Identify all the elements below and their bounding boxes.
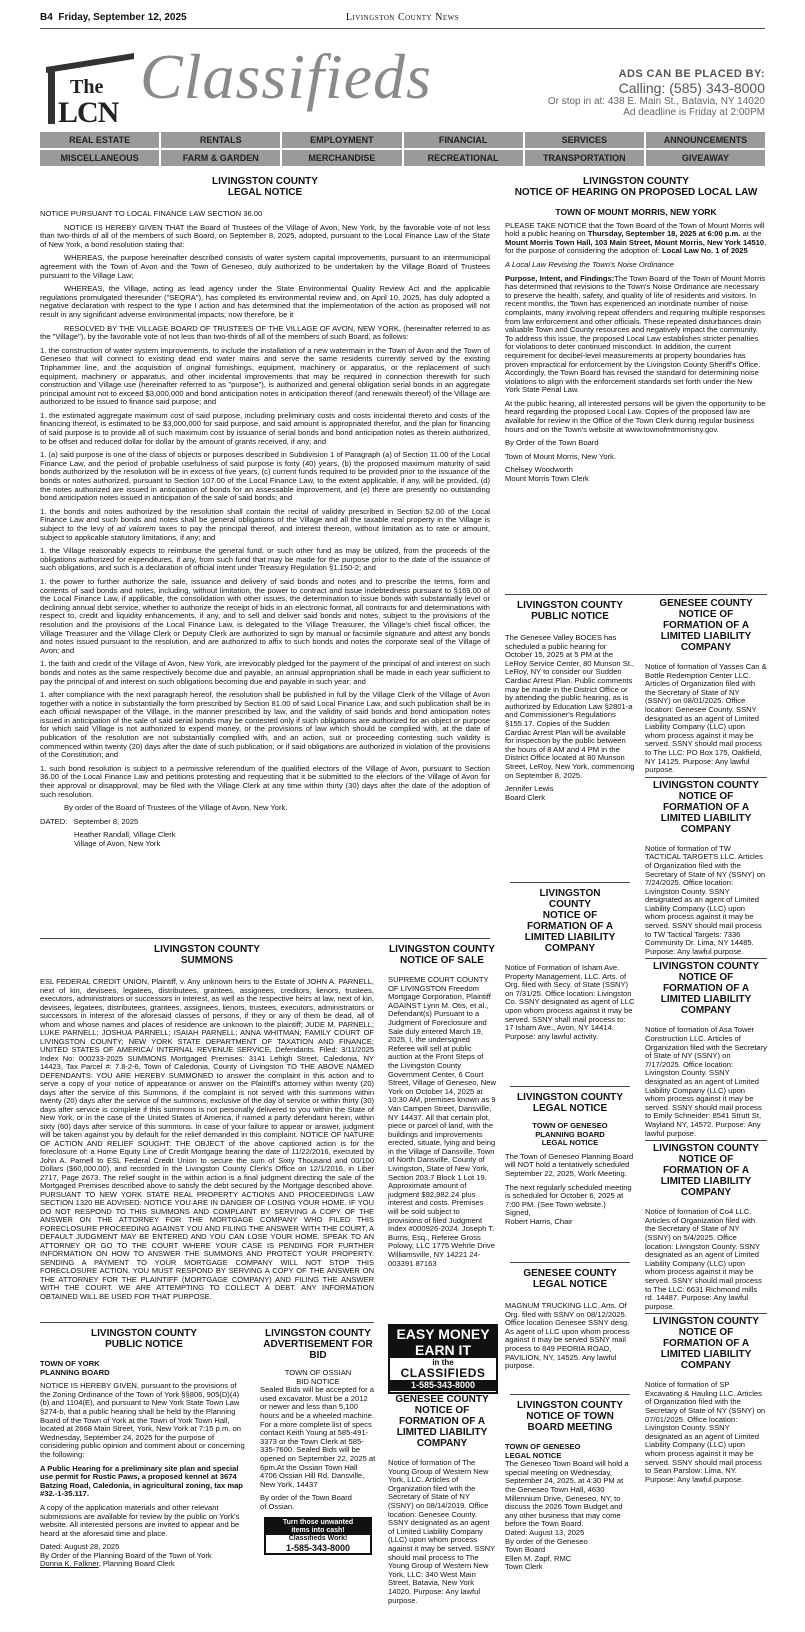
llc-notice-co4: LIVINGSTON COUNTY NOTICE OF FORMATION OF A LIMITED LIABILITY COMPANY Notice of formation of Co4 LLC. Articles of Organization filed with the Secretary of State of NY (SSNY) on 5/4/2025. Office location: Livingston County. SSNY designated as an agent of Limited Liability Company (LLC) upon whom process against it may be served. SSNY should mail process to The LLC: 6631 Richmond mills rd. 14487. Purpose: Any lawful purpose.	[645, 1143, 762, 1311]
masthead	[40, 34, 765, 134]
folio-page-date: B4 Friday, September 12, 2025	[40, 12, 187, 23]
public-notice-boces: LIVINGSTON COUNTY PUBLIC NOTICE The Genesee Valley BOCES has scheduled a public hearing for October 15, 2025 at 5 PM at the LeRoy Service Center, 80 Munson St., LeRoy, NY to consider our Sudden Cardiac Arrest Plan. Public comments may be made in the District Office or by attending the public hearing, as is authorized by Education Law §2801-a and Commissioner's Regulations §155.17. Copies of the Sudden Cardiac Arrest Plan will be available for inspection by the public between the hours of 8 AM and 4 PM in the District Office located at 80 Munson Street, LeRoy, New York, commencing on September 8, 2025. Jennifer Lewis Board Clerk	[505, 600, 635, 802]
nav-miscellaneous[interactable]: MISCELLANEOUS	[40, 150, 159, 166]
nav-financial[interactable]: FINANCIAL	[404, 132, 523, 148]
lcn-logo	[46, 60, 136, 129]
llc-notice-asa-tower: LIVINGSTON COUNTY NOTICE OF FORMATION OF A LIMITED LIABILITY COMPANY Notice of formation of Asa Tower Construction LLC. Articles of Organization filed with the Secretary of State of NY (SSNY) on 7/17/2025. Office location: Livingston County. SSNY designated as an agent of Limited Liability Company (LLC) upon whom process against it may be served. SSNY should mail process to Emily Schneider: 8541 Strutt St, Wayland NY, 14572. Purpose: Any lawful purpose.	[645, 961, 767, 1138]
llc-notice-tw-tactical: LIVINGSTON COUNTY NOTICE OF FORMATION OF A LIMITED LIABILITY COMPANY Notice of formation of TW TACTICAL TARGETS LLC. Articles of Organization filed with the Secretary of State of NY (SSNY) on 7/24/2025. Office location: Livingston County. SSNY designated as an agent of Limited Liability Company (LLC) upon whom process against it may be served. SSNY should mail process to TW Tactical Targets: 7336 Community Dr. Lima, NY 14485. Purpose: Any lawful purpose.	[645, 779, 766, 956]
logo-lcn: LCN	[58, 96, 119, 129]
category-nav-row-1	[40, 132, 765, 148]
section-divider	[645, 777, 767, 778]
ads-stop-in: Or stop in at: 438 E. Main St., Batavia, NY 14020	[547, 96, 765, 107]
section-divider	[510, 882, 630, 883]
notice-body: NOTICE PURSUANT TO LOCAL FINANCE LAW SECTION 36.00 NOTICE IS HEREBY GIVEN THAT the Board of Trustees of the Village of Avon, New York, by the favorable vote of not less than two-thirds of all of the members of such Board, on September 8, 2025, adopted, pursuant to the Local Finance Law of the State of New York, a bond resolution stating that: WHEREAS, the purpose hereinafter described consists of water system capital improvements, pursuant to an intermunicipal agreement with the Town of Avon and the Town of Geneseo, duly authorized to be undertaken by the Village Board of Trustees pursuant to the Village Law; WHEREAS, the Village, acting as lead agency under the State Environmental Quality Review Act and the applicable regulations promulgated thereunder ("SEQRA"), has completed its environmental review and, on April 10, 2025, has duly adopted a negative declaration with respect to the type I action and has determined that the implementation of the action as proposed will not result in any significant adverse environmental impacts; now therefore, be it RESOLVED BY THE VILLAGE BOARD OF TRUSTEES OF THE VILLAGE OF AVON, NEW YORK, (hereinafter referred to as the "Village"), by the favorable vote of not less than two-thirds of all of the members of such Board, as follows: 1. the construction of water system improvements, to include the installation of a new watermain in the Town of Avon and the Town of Geneseo that will connect to existing dead end water mains and serve the same residents currently served by the existing Triphammer line, and the acquisition of original furnishings, equipment, machinery or apparatus, or the replacement of such equipment, machinery or apparatus, and other incidental improvements that may be required in connection therewith for such construction and Village use (hereinafter referred to as "purpose"), is authorized and general obligation serial bonds in an aggregate principal amount not to exceed $3,000,000 and bond anticipation notes in anticipation thereof (and renewals thereof) of the Village are authorized to be issued to finance said purpose; and 1. the estimated aggregate maximum cost of said purpose, including preliminary costs and costs incidental thereto and costs of the financing thereof, is estimated to be $3,000,000 for said purpose, and said amount is appropriated therefor, and the plan for financing of said purpose is to provide all of such maximum cost by issuance of serial bonds and bond anticipation notes as therein authorized, to be offset and reduced dollar for dollar by the amount of grants received, if any; and 1. (a) said purpose is one of the class of objects or purposes described in Subdivision 1 of Paragraph (a) of Section 11.00 of the Local Finance Law, and the period of probable usefulness of said purpose is forty (40) years, (b) the proposed maximum maturity of said bonds authorized by the resolution will be in excess of five years, (c) current funds required to be provided prior to the issuance of the bonds or notes authorized, pursuant to Section 107.00 of the Local Finance Law, to the extent applicable, if any, will be provided, (d) the notes authorized are issued in anticipation of bonds for an assessable improvement, and (e) there are presently no outstanding bond anticipation notes issued in anticipation of the sale of said bonds; and 1. the bonds and notes authorized by the resolution shall contain the recital of validity prescribed in Section 52.00 of the Local Finance Law and such bonds and notes shall be general obligations of the Village and all the taxable real property in the Village is subject to the levy of ad valorem taxes to pay the principal thereof, and interest thereon, without limitation as to rate or amount, subject to applicable statutory limitations, if any; and 1. the Village reasonably expects to reimburse the general fund, or such other fund as may be utilized, from the proceeds of the obligations authorized for expenditures, if any, from such fund that may be made for the purpose prior to the date of the issuance of such obligations, and such is a declaration of official intent under Treasury Regulation §1.150-2; and 1. the power to further authorize the sale, issuance and delivery of said bonds and notes and to prescribe the terms, form and contents of said bonds and notes, including, without limitation, the power to contract and issue indebtedness pursuant to §169.00 of the Local Finance Law, if applicable, the consolidation with other issues, the determination to issue bonds with substantially level or declining annual debt service, whether to authorize the receipt of bids in an electronic format, all contracts for and determinations with respect to, credit and liquidity enhancements, if any, and to sell and deliver said bonds and notes, subject to the provisions of the resolution and the provisions of the Local Finance Law, is delegated to the Village Treasurer, the Village's chief fiscal officer, the Village Treasurer and the Village Clerk or Deputy Clerk are authorized to sign by manual or facsimile signature and attest any bonds and notes issued pursuant to the resolution, and are authorized to affix to such bonds and notes the corporate seal of the Village of Avon; and 1. the faith and credit of the Village of Avon, New York, are irrevocably pledged for the payment of the principal of and interest on such bonds and notes as the same respectively become due and payable, an annual appropriation shall be made in each year sufficient to pay the principal of and interest on such obligations becoming due and payable in such year; and 1. after compliance with the next paragraph hereof, the resolution shall be published in full by the Village Clerk of the Village of Avon together with a notice in substantially the form prescribed by Section 81.00 of said Local Finance Law, and such publication shall be in each official newspaper of the Village, in the manner prescribed by law, and the validity of said bonds and bond anticipation notes issued in anticipation of the sale of said serial bonds may be contested only if such obligations are authorized for an object or purpose for which said Village is not authorized to expend money, or the provisions of law which should be complied with, at the date of publication of the resolution are not substantially complied with, and an action, suit or proceeding contesting such validity is commenced within twenty (20) days after the date of such publication; or if said obligations are authorized in violation of the provisions of the Constitution; and 1. such bond resolution is subject to a permissive referendum of the qualified electors of the Village of Avon, pursuant to Section 36.00 of the Local Finance Law and petitions protesting and requesting that it be submitted to the electors of the Village of Avon for their approval or disapproval, may be filed with the Village Clerk at any time within thirty (30) days after the date of the adoption of such resolution. By order of the Board of Trustees of the Village of Avon, New York. DATED: September 8, 2025 Heather Randall, Village Clerk Village of Avon, New York	[40, 209, 490, 848]
nav-giveaway[interactable]: GIVEAWAY	[646, 150, 765, 166]
summons-notice: LIVINGSTON COUNTY SUMMONS ESL FEDERAL CREDIT UNION, Plaintiff, v. Any unknown heirs to the Estate of JOHN A. PARNELL, next of kin, devisees, legatees, distributees, grantees, assignees, creditors, lienors, trustees, executors, administrators or successors in interest, as well as the respective heirs at law, next of kin, devisees, legatees, distributees, grantees, assignees, lienors, trustees, executors, administrators or successors in interest of the aforesaid classes of persons, if they or any of them be dead, all of whom and whose names and places of residence are unknown to the plaintiff; JUDE M. PARNELL; LUKE PARNELL; JOSHUA PARNELL; ISAIAH PARNELL; ANNA WHITMAN; FAMILY COURT OF LIVINGSTON COUNTY; NEW YORK STATE DEPARTMENT OF TAXATION AND FINANCE; UNITED STATES OF AMERICA/ INTERNAL REVENUE SERVICE, Defendants. Filed: 3/11/2025 Index No: 000233-2025 SUMMONS Mortgaged Premises: 3141 Lehigh Street, Caledonia, NY 14423, Tax Parcel #: 7.8-2-6, Town of Caledonia, County of Livingston TO THE ABOVE NAMED DEFENDANTS: YOU ARE HEREBY SUMMONED to answer the complaint in this action and to serve a copy of your notice of appearance or answer on the Plaintiff's attorney within twenty (20) days after the service of this Summons, if the complaint is not served with this summons within twenty (20) days after the service of the summons, exclusive of the day of service or within thirty (30) days after service is complete if this summons is not personally delivered to you within the State of New York, or in the case of the United States of America, if named a party defendant herein, within sixty (60) days after service of this summons. In case of your failure to appear or answer, judgment will be taken against you by default for the relief demanded in this complaint. NOTICE OF NATURE OF ACTION AND RELIEF SOUGHT: THE OBJECT of the above captioned action is for the foreclosure of: a Home Equity Line of Credit Mortgage bearing the date of 11/22/2016, executed by John A. Parnell to ESL Federal Credit Union to secure the sum of Sixty Thousand and 00/100 Dollars ($60,000.00), and recorded in the Livingston County Clerk's Office on 12/1/2016, in Liber 2717, Page 2673. The relief sought in the within action is a final judgment directing the sale of the Mortgaged Premises described above to satisfy the debt secured by the Mortgage described above. PURSUANT TO NEW YORK STATE REAL PROPERTY ACTIONS AND PROCEEDINGS LAW SECTION 1320 BE ADVISED: NOTICE YOU ARE IN DANGER OF LOSING YOUR HOME. IF YOU DO NOT RESPOND TO THIS SUMMONS AND COMPLAINT BY SERVING A COPY OF THE ANSWER ON THE ATTORNEY FOR THE MORTGAGE COMPANY WHO FILED THIS FORECLOSURE PROCEEDING AGAINST YOU AND FILING THE ANSWER WITH THE COURT, A DEFAULT JUDGMENT MAY BE ENTERED AND YOU CAN LOSE YOUR HOME. SPEAK TO AN ATTORNEY OR GO TO THE COURT WHERE YOUR CASE IS PENDING FOR FURTHER INFORMATION ON HOW TO ANSWER THE SUMMONS AND PROTECT YOUR PROPERTY. SENDING A PAYMENT TO YOUR MORTGAGE COMPANY WILL NOT STOP THIS FORECLOSURE ACTION. YOU MUST RESPOND BY SERVING A COPY OF THE ANSWER ON THE ATTORNEY FOR THE PLAINTIFF (MORTGAGE COMPANY) AND FILING THE ANSWER WITH THE COURT. WE ARE ATTEMPTING TO COLLECT A DEBT. ANY INFORMATION OBTAINED WILL BE USED FOR THAT PURPOSE.	[40, 944, 374, 1301]
nav-services[interactable]: SERVICES	[525, 132, 644, 148]
notice-body: TOWN OF MOUNT MORRIS, NEW YORK PLEASE TAKE NOTICE that the Town Board of the Town of Mount Morris will hold a public hearing on Thursday, September 18, 2025 at 6:00 p.m. at the Mount Morris Town Hall, 103 Main Street, Mount Morris, New York 14510, for the purpose of considering the adoption of: Local Law No. 1 of 2025 A Local Law Revising the Town's Noise Ordinance Purpose, Intent, and Findings:The Town Board of the Town of Mount Morris has determined that revisions to the Town's Noise Ordinance are necessary to preserve the health, safety, and quality of life of residents and visitors. In recent months, the Town has experienced an inordinate number of noise complaints, many involving repeat offenders and requiring multiple responses from law enforcement and other officials. These repeated disturbances drain valuable Town and County resources and negatively impact the community. To address this issue, the proposed Local Law establishes stricter penalties for violations to deter continued misconduct. In addition, the current requirement for decibel-level measurements at property boundaries has proven impractical for enforcement by the Livingston County Sheriff's Office. Accordingly, the Town Board has revised the standard for determining noise violations to align with the enforcement standards set forth under the New York State Penal Law. At the public hearing, all interested persons will be given the opportunity to be heard regarding the proposed Local Law. Copies of the proposed law are available for review in the Office of the Town Clerk during regular business hours and on the Town's website at www.townofmtmorrisny.gov. By Order of the Town Board Town of Mount Morris, New York. Chelsey Woodworth Mount Morris Town Clerk	[505, 207, 767, 484]
logo-the: The	[70, 76, 104, 98]
nav-rentals[interactable]: RENTALS	[161, 132, 280, 148]
folio-rule	[40, 28, 765, 29]
ads-deadline: Ad deadline is Friday at 2:00PM	[623, 107, 765, 118]
section-divider	[40, 1322, 374, 1323]
public-notice-york: LIVINGSTON COUNTY PUBLIC NOTICE TOWN OF YORK PLANNING BOARD NOTICE IS HEREBY GIVEN, pursuant to the provisions of the Zoning Ordinance of the Town of York §§806, 905(D)(4)(b) and 1104(E), and pursuant to New York State Town Law §274-b, that a public hearing shall be held by the Planning Board of the Town of York at the Town of York Town Hall, located at 2668 Main Street, York, New York at 7:15 p.m. on Wednesday, September 24, 2025 for the purpose of considering public opinion and comment about or concerning the following: A Public Hearing for a preliminary site plan and special use permit for Rustic Paws, a proposed kennel at 3674 Batzing Road, Caledonia, in agricultural zoning, tax map #32.-1-35.117. A copy of the application materials and other relevant submissions are available for review by the public on York's website. All interested persons are invited to appear and be heard at the aforesaid time and place. Dated: August 28, 2025 By Order of the Planning Board of the Town of York Donna K. Falkner, Planning Board Clerk	[40, 1328, 245, 1569]
section-divider	[645, 1313, 767, 1314]
advertisement-for-bid: LIVINGSTON COUNTY ADVERTISEMENT FOR BID TOWN OF OSSIAN BID NOTICE Sealed Bids will be accepted for a used excavator. Must be a 2012 or newer and less than 5,100 hours and be a wheeled machine. For a more complete list of specs contact Keith Young at 585-491-3373 or the Town Clerk at 585-335-7600. Sealed Bids will be opened on September 22, 2025 at 6pm.At the Ossian Town Hall 4706 Ossian Hill Rd. Dansville, New York, 14437 By order of the Town Board of Ossian. Turn those unwanted items into cash! Classifieds Work! 1-585-343-8000	[260, 1328, 376, 1553]
llc-notice-young-group: GENESEE COUNTY NOTICE OF FORMATION OF A LIMITED LIABILITY COMPANY Notice of formation of The Young Group of Western New York, LLC. Articles of Organization filed with the Secretary of State of NY (SSNY) on 08/14/2019. Office location: Genesee County. SSNY designated as an agent of Limited Liability Company (LLC) upon whom process against it may be served. SSNY should mail process to The Young Group of Western New York, LLC: 340 West Main Street, Batavia, New York 14020. Purpose: Any lawful purpose.	[388, 1394, 496, 1605]
legal-notice-geneseo-planning: LIVINGSTON COUNTY LEGAL NOTICE TOWN OF GENESEO PLANNING BOARD LEGAL NOTICE The Town of Geneseo Planning Board will NOT hold a tentatively scheduled September 22, 2025, Work Meeting. The next regularly scheduled meeting is scheduled for October 6, 2025 at 7:00 PM. (See Town website.) Signed, Robert Harris, Chair	[505, 1092, 634, 1226]
classifieds-work-ad: Turn those unwanted items into cash! Classifieds Work! 1-585-343-8000	[264, 1517, 372, 1555]
notice-heading: LIVINGSTON COUNTY NOTICE OF HEARING ON PROPOSED LOCAL LAW	[514, 176, 758, 198]
ads-info	[548, 68, 765, 118]
section-divider	[40, 938, 490, 939]
folio-paper-name: Livingston County News	[345, 12, 460, 23]
ads-phone-line: Calling: (585) 343-8000	[618, 80, 765, 96]
section-divider	[510, 1086, 630, 1087]
nav-announcements[interactable]: ANNOUNCEMENTS	[646, 132, 765, 148]
legal-notice-avon	[40, 176, 490, 854]
classifieds-title: Classifieds	[140, 41, 432, 112]
legal-notice-magnum-trucking: GENESEE COUNTY LEGAL NOTICE MAGNUM TRUCKING LLC. Arts. Of Org. filed with SSNY on 08/12/2025. Office location Genesee SSNY desg. As agent of LLC upon whom process against it may be served SSNY mail process to 849 PEORIA ROAD, PAVILION, NY, 14525. Any lawful purpose.	[505, 1268, 630, 1371]
nav-transportation[interactable]: TRANSPORTATION	[525, 150, 644, 166]
logo-post-icon	[48, 68, 55, 124]
nav-merchandise[interactable]: MERCHANDISE	[282, 150, 401, 166]
notice-heading: LIVINGSTON COUNTY LEGAL NOTICE	[212, 176, 318, 198]
nav-employment[interactable]: EMPLOYMENT	[282, 132, 401, 148]
section-divider	[505, 594, 767, 595]
nav-real-estate[interactable]: REAL ESTATE	[40, 132, 159, 148]
category-nav-row-2	[40, 150, 765, 166]
llc-notice-isham: LIVINGSTON COUNTY NOTICE OF FORMATION OF A LIMITED LIABILITY COMPANY Notice of Formation of Isham Ave. Property Management, LLC. Arts. of Org. filed with Secy. of State (SSNY) on 7/31/25. Office location: Livingston Co. SSNY designated as agent of LLC upon whom process against it may be served. SSNY shall mail process to: 17 Isham Ave., Avon, NY 14414. Purpose: any lawful activity.	[505, 888, 635, 1041]
notice-of-sale: LIVINGSTON COUNTY NOTICE OF SALE SUPREME COURT COUNTY OF LIVINGSTON Freedom Mortgage Corporation, Plaintiff AGAINST Lynn M. Otis, et al., Defendant(s) Pursuant to a Judgment of Foreclosure and Sale duly entered March 19, 2025, I, the undersigned Referee will sell at public auction at the Front Steps of the Livingston County Government Center, 6 Court Street, Village of Geneseo, New York on October 14, 2025 at 10:30 AM, premises known as 9 Van Campen Street, Dansville, NY 14437. All that certain plot, piece or parcel of land, with the buildings and improvements erected, situate, lying and being in the Village of Dansville, Town of North Dansville, County of Livingston, State of New York, Section 203.7 Block 1 Lot 19. Approximate amount of judgment $92,982.24 plus interest and costs. Premises will be sold subject to provisions of filed Judgment Index #000926-2024. Joseph T. Burns, Esq., Referee Gross Polowy, LLC 1775 Wehrle Drive Williamsville, NY 14221 24-003391 87163	[388, 944, 496, 1268]
section-divider	[645, 1140, 767, 1141]
section-divider	[510, 1262, 630, 1263]
notice-town-board-meeting: LIVINGSTON COUNTY NOTICE OF TOWN BOARD MEETING TOWN OF GENESEO LEGAL NOTICE The Geneseo Town Board will hold a special meeting on Wednesday, September 24, 2025, at 4:30 PM at the Geneseo Town Hall, 4630 Millennium Drive, Geneseo, NY, to discuss the 2026 Town Budget and any other business that may come before the Town Board. Dated: August 13, 2025 By order of the Geneseo Town Board Ellen M. Zapf, RMC Town Clerk	[505, 1400, 629, 1572]
llc-notice-sp-excavating: LIVINGSTON COUNTY NOTICE OF FORMATION OF A LIMITED LIABILITY COMPANY Notice of formation of SP Excavating & Hauling LLC. Articles of Organization filed with the Secretary of State of NY (SSNY) on 07/01/2025. Office location: Livingston County. SSNY designated as an agent of Limited Liability Company (LLC) upon whom process against it may be served. SSNY should mail process to Sean Parslow: Lima, NY. Purpose: Any lawful purpose.	[645, 1316, 766, 1484]
easy-money-ad: EASY MONEY EARN IT in the CLASSIFIEDS 1-585-343-8000	[388, 1324, 498, 1394]
page-folio	[40, 12, 765, 26]
notice-hearing-mount-morris	[505, 176, 767, 489]
nav-farm-garden[interactable]: FARM & GARDEN	[161, 150, 280, 166]
section-divider	[645, 958, 767, 959]
section-divider	[510, 1394, 630, 1395]
ads-heading: ADS CAN BE PLACED BY:	[618, 68, 765, 80]
nav-recreational[interactable]: RECREATIONAL	[404, 150, 523, 166]
llc-notice-yasses: GENESEE COUNTY NOTICE OF FORMATION OF A LIMITED LIABILITY COMPANY Notice of formation of Yasses Can & Bottle Redemption Center LLC. Articles of Organization filed with the Secretary of State of NY (SSNY) on 08/01/2025. Office location: Genesee County. SSNY designated as an agent of Limited Liability Company (LLC) upon whom process against it may be served. SSNY should mail process to The LLC: PO Box 175, Oakfield, NY 14125. Purpose: Any lawful purpose.	[645, 598, 767, 775]
llc-notices-column	[645, 598, 767, 1484]
